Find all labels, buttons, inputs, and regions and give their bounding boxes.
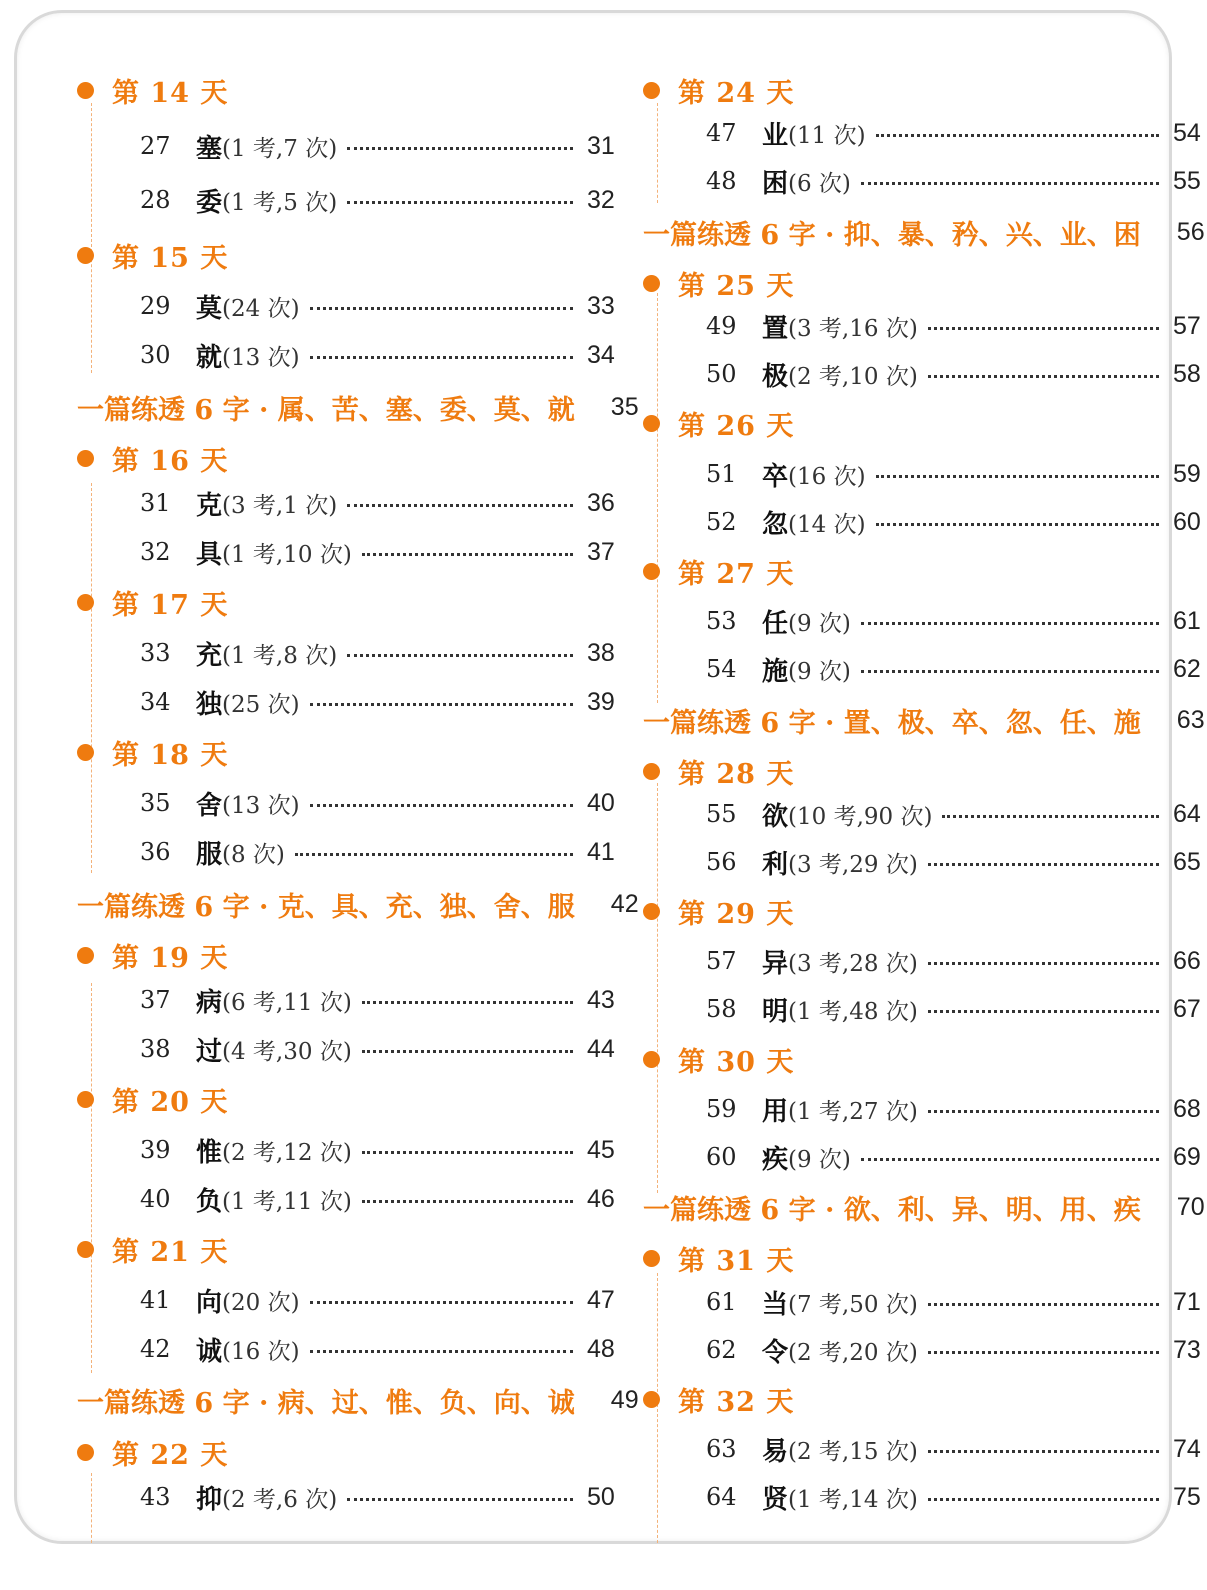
entry-number: 63 bbox=[706, 1435, 737, 1463]
entry-stats: (9 次) bbox=[788, 658, 851, 685]
dot-leader bbox=[347, 201, 573, 204]
entry-number: 27 bbox=[140, 132, 171, 160]
dot-leader bbox=[310, 703, 573, 706]
page-number: 35 bbox=[610, 392, 639, 421]
entry-number: 58 bbox=[706, 995, 737, 1023]
entry-character: 忽 bbox=[762, 509, 789, 540]
page-number: 67 bbox=[1173, 994, 1201, 1023]
entry-character: 卒 bbox=[762, 461, 789, 492]
entry-number: 56 bbox=[706, 848, 737, 876]
page-number: 44 bbox=[587, 1034, 615, 1063]
timeline-line bbox=[91, 983, 92, 1373]
dot-leader bbox=[928, 1351, 1159, 1354]
toc-entry[interactable] bbox=[706, 1332, 1203, 1368]
entry-number: 35 bbox=[140, 789, 171, 817]
review-title: 一篇练透 6 字 · 抑、暴、矜、兴、业、困 bbox=[643, 219, 1141, 251]
page-number: 34 bbox=[587, 340, 615, 369]
toc-entry[interactable] bbox=[140, 834, 617, 870]
entry-stats: (3 考,29 次) bbox=[788, 851, 918, 878]
day-heading bbox=[643, 893, 794, 929]
toc-entry[interactable] bbox=[140, 288, 617, 324]
toc-entry[interactable] bbox=[140, 337, 617, 373]
toc-entry[interactable] bbox=[140, 485, 617, 521]
entry-number: 62 bbox=[706, 1336, 737, 1364]
entry-character: 诚 bbox=[196, 1336, 223, 1367]
toc-entry[interactable] bbox=[706, 796, 1203, 832]
bullet-dot-icon bbox=[77, 947, 94, 964]
entry-character: 负 bbox=[196, 1186, 223, 1217]
day-title: 第 27 天 bbox=[678, 558, 795, 590]
entry-stats: (1 考,48 次) bbox=[788, 998, 918, 1025]
dot-leader bbox=[942, 815, 1159, 818]
day-heading bbox=[643, 753, 794, 789]
entry-number: 60 bbox=[706, 1143, 737, 1171]
entry-number: 53 bbox=[706, 607, 737, 635]
review-entry[interactable] bbox=[643, 212, 1203, 252]
toc-entry[interactable] bbox=[140, 182, 617, 218]
toc-entry[interactable] bbox=[706, 844, 1203, 880]
day-heading bbox=[77, 440, 228, 476]
dot-leader bbox=[295, 853, 573, 856]
page-number: 55 bbox=[1173, 166, 1201, 195]
toc-entry[interactable] bbox=[706, 308, 1203, 344]
toc-left-column bbox=[77, 13, 639, 1541]
entry-stats: (20 次) bbox=[222, 1289, 300, 1316]
page-number: 32 bbox=[587, 185, 615, 214]
entry-character: 当 bbox=[762, 1289, 789, 1320]
entry-number: 52 bbox=[706, 508, 737, 536]
entry-number: 61 bbox=[706, 1288, 737, 1316]
day-heading bbox=[643, 1381, 794, 1417]
page-number: 42 bbox=[610, 889, 639, 918]
page-number: 54 bbox=[1173, 118, 1201, 147]
day-title: 第 32 天 bbox=[678, 1386, 795, 1418]
entry-stats: (1 考,11 次) bbox=[222, 1188, 352, 1215]
page-number: 40 bbox=[587, 788, 615, 817]
entry-character: 极 bbox=[762, 361, 789, 392]
timeline-line bbox=[657, 293, 658, 703]
dot-leader bbox=[362, 1050, 573, 1053]
entry-number: 43 bbox=[140, 1483, 171, 1511]
page-number: 46 bbox=[587, 1184, 615, 1213]
dot-leader bbox=[362, 1200, 573, 1203]
entry-number: 34 bbox=[140, 688, 171, 716]
dot-leader bbox=[928, 962, 1159, 965]
toc-entry[interactable] bbox=[706, 504, 1203, 540]
bullet-dot-icon bbox=[77, 1091, 94, 1108]
entry-number: 49 bbox=[706, 312, 737, 340]
timeline-line bbox=[657, 103, 658, 203]
review-entry[interactable] bbox=[643, 700, 1203, 740]
toc-entry[interactable] bbox=[140, 982, 617, 1018]
page-number: 58 bbox=[1173, 359, 1201, 388]
review-title: 一篇练透 6 字 · 病、过、惟、负、向、诚 bbox=[77, 1387, 575, 1419]
page-number: 70 bbox=[1176, 1192, 1205, 1221]
entry-number: 64 bbox=[706, 1483, 737, 1511]
entry-character: 惟 bbox=[196, 1137, 223, 1168]
day-title: 第 18 天 bbox=[112, 739, 229, 771]
dot-leader bbox=[347, 504, 573, 507]
toc-entry[interactable] bbox=[140, 1282, 617, 1318]
entry-number: 33 bbox=[140, 639, 171, 667]
entry-number: 48 bbox=[706, 167, 737, 195]
entry-stats: (11 次) bbox=[788, 122, 866, 149]
toc-entry[interactable] bbox=[140, 1331, 617, 1367]
entry-stats: (6 考,11 次) bbox=[222, 989, 352, 1016]
entry-character: 困 bbox=[762, 168, 789, 199]
entry-stats: (2 考,10 次) bbox=[788, 363, 918, 390]
entry-stats: (3 考,16 次) bbox=[788, 315, 918, 342]
dot-leader bbox=[861, 1158, 1159, 1161]
bullet-dot-icon bbox=[643, 415, 660, 432]
entry-stats: (16 次) bbox=[788, 463, 866, 490]
bullet-dot-icon bbox=[77, 82, 94, 99]
toc-entry[interactable] bbox=[706, 1091, 1203, 1127]
bullet-dot-icon bbox=[643, 1250, 660, 1267]
dot-leader bbox=[310, 356, 573, 359]
page-number: 36 bbox=[587, 488, 615, 517]
dot-leader bbox=[362, 1001, 573, 1004]
review-entry[interactable] bbox=[643, 1187, 1203, 1227]
entry-number: 36 bbox=[140, 838, 171, 866]
entry-stats: (3 考,28 次) bbox=[788, 950, 918, 977]
dot-leader bbox=[928, 1498, 1159, 1501]
entry-stats: (2 考,12 次) bbox=[222, 1139, 352, 1166]
day-heading bbox=[77, 1434, 228, 1470]
day-heading bbox=[643, 1240, 794, 1276]
day-heading bbox=[643, 553, 794, 589]
day-title: 第 31 天 bbox=[678, 1245, 795, 1277]
entry-stats: (1 考,5 次) bbox=[222, 189, 338, 216]
page-number: 38 bbox=[587, 638, 615, 667]
entry-character: 服 bbox=[196, 839, 223, 870]
entry-number: 55 bbox=[706, 800, 737, 828]
day-title: 第 20 天 bbox=[112, 1086, 229, 1118]
review-entry[interactable] bbox=[77, 387, 639, 427]
entry-character: 向 bbox=[196, 1287, 223, 1318]
entry-stats: (1 考,10 次) bbox=[222, 541, 352, 568]
day-heading bbox=[643, 72, 794, 108]
entry-number: 28 bbox=[140, 186, 171, 214]
dot-leader bbox=[876, 475, 1159, 478]
entry-number: 31 bbox=[140, 489, 171, 517]
dot-leader bbox=[928, 1010, 1159, 1013]
review-title: 一篇练透 6 字 · 置、极、卒、忽、任、施 bbox=[643, 707, 1141, 739]
entry-number: 42 bbox=[140, 1335, 171, 1363]
page-number: 39 bbox=[587, 687, 615, 716]
day-title: 第 22 天 bbox=[112, 1439, 229, 1471]
day-heading bbox=[77, 584, 228, 620]
page-number: 33 bbox=[587, 291, 615, 320]
entry-stats: (16 次) bbox=[222, 1338, 300, 1365]
entry-number: 54 bbox=[706, 655, 737, 683]
dot-leader bbox=[310, 1350, 573, 1353]
page-number: 75 bbox=[1173, 1482, 1201, 1511]
entry-stats: (2 考,15 次) bbox=[788, 1438, 918, 1465]
toc-entry[interactable] bbox=[706, 1284, 1203, 1320]
toc-entry[interactable] bbox=[706, 1479, 1203, 1515]
toc-entry[interactable] bbox=[706, 991, 1203, 1027]
day-title: 第 29 天 bbox=[678, 898, 795, 930]
entry-character: 充 bbox=[196, 640, 223, 671]
page-number: 50 bbox=[587, 1482, 615, 1511]
toc-entry[interactable] bbox=[140, 128, 617, 164]
entry-number: 59 bbox=[706, 1095, 737, 1123]
dot-leader bbox=[928, 1110, 1159, 1113]
entry-number: 32 bbox=[140, 538, 171, 566]
entry-stats: (1 考,7 次) bbox=[222, 135, 338, 162]
entry-character: 令 bbox=[762, 1337, 789, 1368]
review-entry[interactable] bbox=[77, 1380, 639, 1420]
bullet-dot-icon bbox=[643, 903, 660, 920]
bullet-dot-icon bbox=[77, 744, 94, 761]
bullet-dot-icon bbox=[643, 1391, 660, 1408]
page-number: 48 bbox=[587, 1334, 615, 1363]
toc-entry[interactable] bbox=[140, 785, 617, 821]
entry-character: 异 bbox=[762, 948, 789, 979]
page-number: 60 bbox=[1173, 507, 1201, 536]
page-number: 71 bbox=[1173, 1287, 1201, 1316]
entry-character: 用 bbox=[762, 1096, 789, 1127]
entry-stats: (2 考,20 次) bbox=[788, 1339, 918, 1366]
page-number: 43 bbox=[587, 985, 615, 1014]
toc-entry[interactable] bbox=[140, 534, 617, 570]
page-number: 61 bbox=[1173, 606, 1201, 635]
timeline-line bbox=[657, 783, 658, 1193]
page-number: 41 bbox=[587, 837, 615, 866]
entry-stats: (13 次) bbox=[222, 792, 300, 819]
toc-entry[interactable] bbox=[140, 635, 617, 671]
bullet-dot-icon bbox=[643, 275, 660, 292]
bullet-dot-icon bbox=[77, 1444, 94, 1461]
dot-leader bbox=[861, 182, 1159, 185]
dot-leader bbox=[861, 622, 1159, 625]
toc-page bbox=[14, 10, 1205, 1544]
page-number: 65 bbox=[1173, 847, 1201, 876]
day-heading bbox=[77, 1231, 228, 1267]
page-number: 64 bbox=[1173, 799, 1201, 828]
page-number: 57 bbox=[1173, 311, 1201, 340]
entry-stats: (9 次) bbox=[788, 610, 851, 637]
dot-leader bbox=[928, 375, 1159, 378]
bullet-dot-icon bbox=[77, 450, 94, 467]
dot-leader bbox=[362, 1151, 573, 1154]
entry-character: 塞 bbox=[196, 133, 223, 164]
entry-number: 39 bbox=[140, 1136, 171, 1164]
toc-entry[interactable] bbox=[706, 163, 1203, 199]
entry-character: 具 bbox=[196, 539, 223, 570]
dot-leader bbox=[310, 307, 573, 310]
day-heading bbox=[77, 937, 228, 973]
page-number: 66 bbox=[1173, 946, 1201, 975]
toc-entry[interactable] bbox=[140, 1479, 617, 1515]
page-number: 63 bbox=[1176, 705, 1205, 734]
page-number: 74 bbox=[1173, 1434, 1201, 1463]
dot-leader bbox=[310, 804, 573, 807]
bullet-dot-icon bbox=[643, 763, 660, 780]
toc-entry[interactable] bbox=[706, 651, 1203, 687]
page-number: 49 bbox=[610, 1385, 639, 1414]
entry-number: 29 bbox=[140, 292, 171, 320]
page-number: 69 bbox=[1173, 1142, 1201, 1171]
day-title: 第 17 天 bbox=[112, 589, 229, 621]
entry-character: 委 bbox=[196, 187, 223, 218]
entry-stats: (6 次) bbox=[788, 170, 851, 197]
day-title: 第 25 天 bbox=[678, 270, 795, 302]
entry-number: 37 bbox=[140, 986, 171, 1014]
day-title: 第 24 天 bbox=[678, 77, 795, 109]
toc-entry[interactable] bbox=[706, 1431, 1203, 1467]
entry-stats: (10 考,90 次) bbox=[788, 803, 933, 830]
toc-entry[interactable] bbox=[706, 115, 1203, 151]
review-title: 一篇练透 6 字 · 属、苦、塞、委、莫、就 bbox=[77, 394, 575, 426]
entry-number: 30 bbox=[140, 341, 171, 369]
toc-entry[interactable] bbox=[706, 603, 1203, 639]
entry-stats: (8 次) bbox=[222, 841, 285, 868]
entry-character: 舍 bbox=[196, 790, 223, 821]
entry-number: 50 bbox=[706, 360, 737, 388]
entry-stats: (9 次) bbox=[788, 1146, 851, 1173]
entry-character: 任 bbox=[762, 608, 789, 639]
timeline-line bbox=[91, 483, 92, 873]
dot-leader bbox=[347, 1498, 573, 1501]
entry-number: 41 bbox=[140, 1286, 171, 1314]
toc-entry[interactable] bbox=[140, 684, 617, 720]
day-heading bbox=[643, 1041, 794, 1077]
timeline-line bbox=[91, 1473, 92, 1543]
bullet-dot-icon bbox=[643, 563, 660, 580]
entry-number: 40 bbox=[140, 1185, 171, 1213]
dot-leader bbox=[876, 134, 1159, 137]
page-number: 59 bbox=[1173, 459, 1201, 488]
day-heading bbox=[77, 1081, 228, 1117]
page-number: 62 bbox=[1173, 654, 1201, 683]
entry-character: 克 bbox=[196, 490, 223, 521]
toc-entry[interactable] bbox=[706, 456, 1203, 492]
day-title: 第 30 天 bbox=[678, 1046, 795, 1078]
entry-character: 过 bbox=[196, 1036, 223, 1067]
day-title: 第 26 天 bbox=[678, 410, 795, 442]
dot-leader bbox=[928, 863, 1159, 866]
page-number: 37 bbox=[587, 537, 615, 566]
day-heading bbox=[77, 734, 228, 770]
entry-stats: (1 考,8 次) bbox=[222, 642, 338, 669]
dot-leader bbox=[310, 1301, 573, 1304]
day-heading bbox=[77, 237, 228, 273]
entry-stats: (2 考,6 次) bbox=[222, 1486, 338, 1513]
entry-character: 利 bbox=[762, 849, 789, 880]
day-title: 第 15 天 bbox=[112, 242, 229, 274]
entry-character: 明 bbox=[762, 996, 789, 1027]
day-heading bbox=[643, 265, 794, 301]
toc-entry[interactable] bbox=[706, 356, 1203, 392]
entry-stats: (24 次) bbox=[222, 295, 300, 322]
toc-entry[interactable] bbox=[140, 1132, 617, 1168]
page-number: 47 bbox=[587, 1285, 615, 1314]
entry-stats: (13 次) bbox=[222, 344, 300, 371]
page-number: 68 bbox=[1173, 1094, 1201, 1123]
page-number: 73 bbox=[1173, 1335, 1201, 1364]
page-number: 56 bbox=[1176, 217, 1205, 246]
bullet-dot-icon bbox=[643, 1051, 660, 1068]
entry-character: 业 bbox=[762, 120, 789, 151]
bullet-dot-icon bbox=[643, 82, 660, 99]
dot-leader bbox=[347, 654, 573, 657]
dot-leader bbox=[928, 1303, 1159, 1306]
entry-number: 38 bbox=[140, 1035, 171, 1063]
dot-leader bbox=[928, 327, 1159, 330]
entry-character: 贤 bbox=[762, 1484, 789, 1515]
entry-character: 独 bbox=[196, 689, 223, 720]
dot-leader bbox=[347, 147, 573, 150]
dot-leader bbox=[876, 523, 1159, 526]
toc-entry[interactable] bbox=[706, 943, 1203, 979]
entry-character: 欲 bbox=[762, 801, 789, 832]
toc-entry[interactable] bbox=[140, 1031, 617, 1067]
entry-number: 57 bbox=[706, 947, 737, 975]
entry-character: 病 bbox=[196, 987, 223, 1018]
bullet-dot-icon bbox=[77, 1241, 94, 1258]
dot-leader bbox=[928, 1450, 1159, 1453]
entry-stats: (25 次) bbox=[222, 691, 300, 718]
entry-stats: (14 次) bbox=[788, 511, 866, 538]
day-title: 第 21 天 bbox=[112, 1236, 229, 1268]
review-title: 一篇练透 6 字 · 欲、利、异、明、用、疾 bbox=[643, 1194, 1141, 1226]
entry-number: 51 bbox=[706, 460, 737, 488]
toc-entry[interactable] bbox=[140, 1181, 617, 1217]
day-title: 第 14 天 bbox=[112, 77, 229, 109]
day-title: 第 16 天 bbox=[112, 445, 229, 477]
entry-character: 疾 bbox=[762, 1144, 789, 1175]
bullet-dot-icon bbox=[77, 594, 94, 611]
toc-entry[interactable] bbox=[706, 1139, 1203, 1175]
dot-leader bbox=[861, 670, 1159, 673]
entry-character: 易 bbox=[762, 1436, 789, 1467]
entry-character: 就 bbox=[196, 342, 223, 373]
entry-number: 47 bbox=[706, 119, 737, 147]
day-title: 第 28 天 bbox=[678, 758, 795, 790]
review-title: 一篇练透 6 字 · 克、具、充、独、舍、服 bbox=[77, 891, 575, 923]
page-number: 31 bbox=[587, 131, 615, 160]
day-title: 第 19 天 bbox=[112, 942, 229, 974]
review-entry[interactable] bbox=[77, 884, 639, 924]
entry-character: 抑 bbox=[196, 1484, 223, 1515]
entry-character: 置 bbox=[762, 313, 789, 344]
dot-leader bbox=[362, 553, 573, 556]
bullet-dot-icon bbox=[77, 247, 94, 264]
entry-stats: (1 考,14 次) bbox=[788, 1486, 918, 1513]
page-number: 45 bbox=[587, 1135, 615, 1164]
entry-stats: (3 考,1 次) bbox=[222, 492, 338, 519]
entry-character: 施 bbox=[762, 656, 789, 687]
entry-stats: (7 考,50 次) bbox=[788, 1291, 918, 1318]
day-heading bbox=[77, 72, 228, 108]
toc-right-column bbox=[643, 13, 1203, 1541]
entry-stats: (1 考,27 次) bbox=[788, 1098, 918, 1125]
entry-stats: (4 考,30 次) bbox=[222, 1038, 352, 1065]
day-heading bbox=[643, 405, 794, 441]
entry-character: 莫 bbox=[196, 293, 223, 324]
